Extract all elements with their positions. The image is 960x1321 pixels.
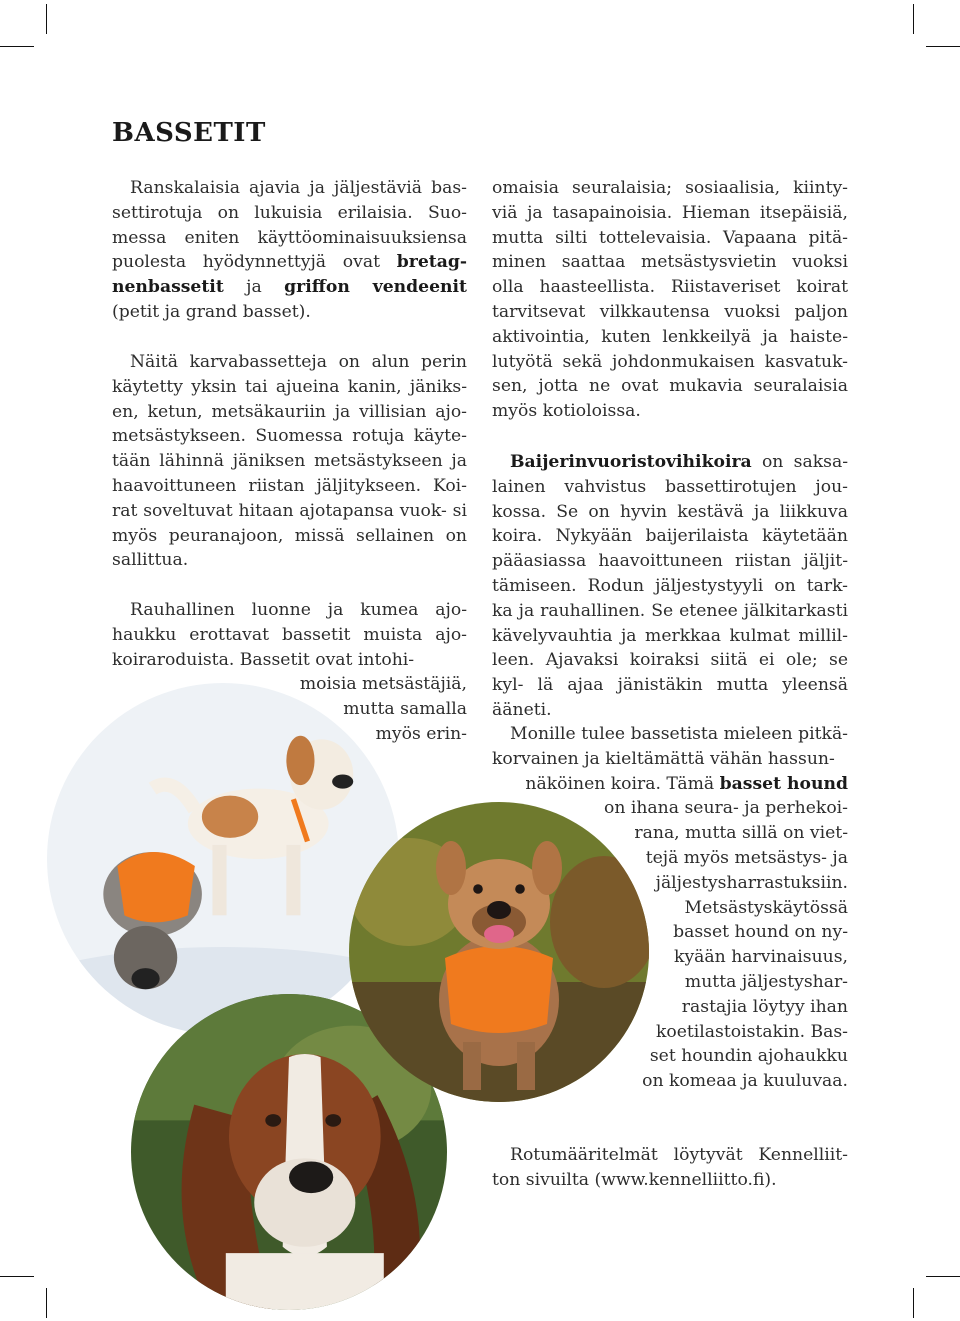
paragraph-temperament-a-wrap: moisia metsästäjiä, mutta samalla myös erin- <box>299 674 467 744</box>
crop-mark-tl-h <box>0 46 34 47</box>
breed-name-griffon: griffon vendeenit <box>284 277 467 298</box>
breed-name-basset-hound: basset hound <box>719 773 848 794</box>
paragraph-intro: Ranskalaisia ajavia ja jäljestäviä bas- settirotuja on lukuisia erilaisia. Suo- messa eniten käyttöominaisuuksiensa puolesta hyödynnettyjä ovat bretag- nenbassetit ja griffon vendeenit (petit ja grand basset). <box>112 178 467 322</box>
crop-mark-bl-h <box>0 1276 34 1277</box>
right-column-p2 <box>492 450 848 723</box>
paragraph-breed-standards: Rotumääritelmät löytyvät Kennelliit- ton sivuilta (www.kennelliitto.fi). <box>492 1145 848 1190</box>
crop-mark-tr-v <box>913 4 914 34</box>
paragraph-temperament-a: Rauhallinen luonne ja kumea ajo- haukku erottavat bassetit muista ajo- koiraroduista. Bassetit ovat intohi- <box>112 600 467 670</box>
left-column <box>112 176 467 325</box>
breed-name-bretagne: bretag- <box>396 252 467 273</box>
page-title: BASSETIT <box>112 118 266 148</box>
paragraph-bavarian: Baijerinvuoristovihikoira on saksa- lainen vahvistus bassettirotujen jou- kossa. Se on hyvin kestävä ja liikkuva koira. Nykyään baijerilaista käytetään pääasiassa haavoittuneen riistan jäljit- tämiseen. Rodun jäljestystyyli on tark- ka ja rauhallinen. Se etenee jälkitarkasti kävelyvauhtia ja merkkaa kulmat millil- leen. Ajavaksi koiraksi siitä ei ole; se kyl- lä ajaa jänistäkin mutta yleensä ääneti. <box>492 452 848 720</box>
right-column-p4 <box>492 1143 848 1193</box>
crop-mark-tl-v <box>46 4 47 34</box>
crop-mark-tr-h <box>926 46 960 47</box>
breed-name-bretagne-cont: nenbassetit <box>112 277 224 298</box>
left-column-p3 <box>112 598 467 747</box>
breed-name-bavarian: Baijerinvuoristovihikoira <box>510 452 752 472</box>
right-column-p1 <box>492 176 848 424</box>
paragraph-basset-hound: Monille tulee bassetista mieleen pitkä- korvainen ja kieltämättä vähän hassun- <box>492 724 848 769</box>
left-column-p2 <box>112 350 467 573</box>
right-column-p3 <box>492 722 848 1094</box>
paragraph-basset-hound-wrap: näköinen koira. Tämä basset hound on ihana seura- ja perhekoi- rana, mutta sillä on viet- tejä myös metsästys- ja jäljestysharrastuksiin. Metsästyskäytössä basset hound on ny- kyään harvinaisuus, mutta jäljestyshar- rastajia löytyy ihan koetilastoistakin. Bas- set houndin ajohaukku on komeaa ja kuuluvaa. <box>525 773 848 1092</box>
crop-mark-br-h <box>926 1276 960 1277</box>
paragraph-hunting: Näitä karvabassetteja on alun perin käytetty yksin tai ajueina kanin, jäniks- en, ketun, metsäkauriin ja villisian ajo- metsästykseen. Suomessa rotuja käyte- tään lähinnä jäniksen metsästykseen ja haavoittuneen riistan jäljitykseen. Koi- rat soveltuvat hitaan ajotapansa vuok- si myös peuranajoon, missä sellainen on sallittua. <box>112 352 467 571</box>
crop-mark-br-v <box>913 1288 914 1318</box>
crop-mark-bl-v <box>46 1288 47 1318</box>
paragraph-temperament-b: omaisia seuralaisia; sosiaalisia, kiinty- viä ja tasapainoisia. Hieman itsepäisiä, mutta silti tottelevaisia. Vapaana pitä- minen saattaa metsästysvietin vuoksi olla haasteellista. Riistaveriset koirat tarvitsevat vilkkautensa vuoksi paljon aktivointia, kuten lenkkeilyä ja haiste- lutyötä sekä johdonmukaisen kasvatuk- sen, jotta ne ovat mukavia seuralaisia myös kotioloissa. <box>492 178 848 422</box>
